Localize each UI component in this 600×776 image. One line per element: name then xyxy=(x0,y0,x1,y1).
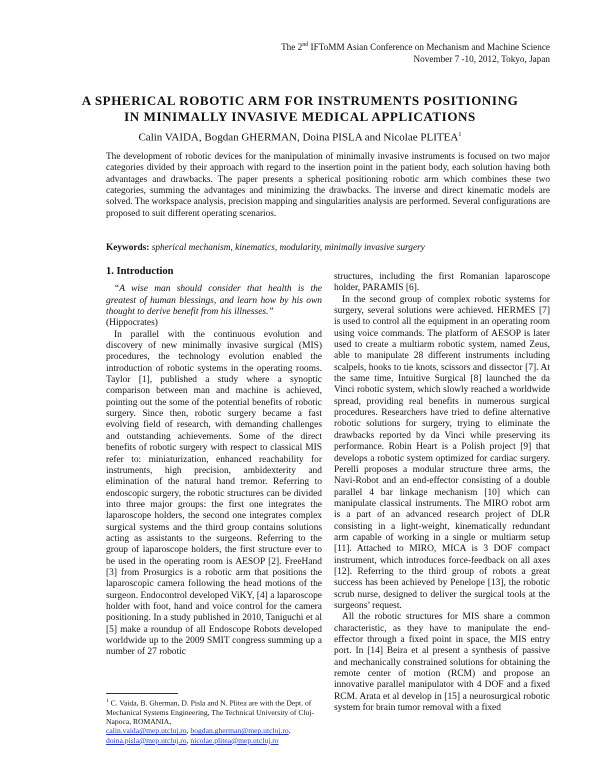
paragraph: All the robotic structures for MIS share a common characteristic, as they have to manipulate the end-effector through a fixed point in space, the MIS entry port. In [14] Beira et al present a synthesis of passive and mechanically constrained solutions for obtaining the remote center of motion (RCM) and propose an innovative parallel manipulator with 4 DOF and a fixed RCM. Arata et al develop in [15] a neurosurgical robotic system for brain tumor removal with a fixed xyxy=(334,612,550,714)
email-link[interactable]: calin.vaida@mep.utcluj.ro xyxy=(106,726,187,736)
email-link[interactable]: nicolae.plitea@mep.utcluj.ro xyxy=(190,735,279,745)
right-column xyxy=(334,272,550,714)
keywords: Keywords: spherical mechanism, kinematics, modularity, minimally invasive surgery xyxy=(106,243,425,253)
section-heading: 1. Introduction xyxy=(106,266,174,277)
epigraph-quote: “A wise man should consider that health is the greatest of human blessings, and learn how by his own thought to derive benefit from his illnesses.” xyxy=(106,284,322,318)
footnote: $^1$ C. Vaida, B. Gherman, D. Pisla and N. Plitea are with the Dept. of Mechanical Systems Engineering, The Technical University of Cluj-Napoca, ROMANIA, calin.vaida@mep.utcluj.ro, bogdan.gherman@mep.utcluj.ro, doina.pisla@mep.utcluj.ro, nicolae.plitea@mep.utcluj.ro xyxy=(106,693,322,745)
left-column xyxy=(106,266,322,659)
paragraph: In parallel with the continuous evolution and discovery of new minimally invasive surgical (MIS) procedures, the technology evolution enabled the introduction of robotic systems in the operating rooms. Taylor [1], published a study where a synoptic comparison between man and machine is achieved, pointing out the some of the potential benefits of robotic surgery. Since then, robotic surgery became a fast evolving field of research, with demanding challenges and outstanding achievements. Some of the direct benefits of robotic surgery with respect to classical MIS refer to: miniaturization, enhanced reachability for instruments, high precision, ambidexterity and elimination of the natural hand tremor. Referring to endoscopic surgery, the robotic structures can be divided into three major groups: the first one integrates the laparoscope holders, the second one integrates complex surgical systems and the third group contains solutions acting as assistants to the surgeons. Referring to the group of laparoscope holders, the first structure ever to be used in the operating room is AESOP [2]. FreeHand [3] from Prosurgics is a robotic arm that positions the laparoscopic camera following the head motions of the surgeon. Endocontrol developed ViKY, [4] a laparoscope holder with foot, hand and voice control for the camera positioning. In a study published in 2010, Taniguchi et al [5] make a roundup of all Endoscope Robots developed worldwide up to the 2009 SMIT congress summing up a number of 27 robotic xyxy=(106,329,322,658)
epigraph-source: (Hippocrates) xyxy=(106,318,158,329)
authors: Calin VAIDA, Bogdan GHERMAN, Doina PISLA and Nicolae PLITEA$^1$ xyxy=(138,131,462,144)
conference-date: November 7 -10, 2012, Tokyo, Japan xyxy=(413,53,550,64)
email-link[interactable]: bogdan.gherman@mep.utcluj.ro xyxy=(190,726,289,736)
email-link[interactable]: doina.pisla@mep.utcluj.ro xyxy=(106,735,187,745)
conference-header: The 2nd IFToMM Asian Conference on Mechanism and Machine Science November 7 -10, 2012, Tokyo, Japan xyxy=(281,42,550,64)
paragraph: In the second group of complex robotic systems for surgery, several solutions were achieved. HERMES [7] is used to control all the equipment in an operating room using voice commands. The platform of AESOP is later used to create a multiarm robotic system, named Zeus, able to manipulate 28 different instruments including scalpels, hooks to tie knots, scissors and dissector [7]. At the same time, Intuitive Surgical [8] launched the da Vinci robotic system, which slowly reached a worldwide spread, providing real benefits in numerous surgical procedures. Researchers have tried to define alternative robotic solutions for surgery, trying to eliminate the drawbacks reported by da Vinci while preserving its performance. Robin Heart is a Polish project [9] that develops a robotic system optimized for cardiac surgery. Perelli proposes a modular structure three arms, the Navi-Robot and an end-effector consisting of a double parallel 4 bar linkage mechanism [10] which can manipulate classical instruments. The MIRO robot arm is a part of an advanced research project of DLR consisting in a light-weight, kinematically redundant arm capable of working in a single or multiarm setup [11]. Attached to MIRO, MICA is 3 DOF compact instrument, which introduces force-feedback on all axes [12]. Referring to the third group of robots a great success has been achieved by Penelope [13], the robotic scrub nurse, designed to deliver the surgical tools at the surgeons’ request. xyxy=(334,294,550,611)
paragraph-continuation: structures, including the first Romanian laparoscope holder, PARAMIS [6]. xyxy=(334,272,550,294)
paper-title: A SPHERICAL ROBOTIC ARM FOR INSTRUMENTS POSITIONING IN MINIMALLY INVASIVE MEDICAL APPLICATIONS xyxy=(81,93,519,124)
footnote-rule xyxy=(106,693,178,694)
abstract: The development of robotic devices for the manipulation of minimally invasive instruments is focused on two major categories divided by their approach with regard to the insertion point in the patient body, each solution having both advantages and drawbacks. The paper presents a spherical positioning robotic arm which combines these two categories, summing the advantages and minimizing the drawbacks. The inverse and direct kinematic models are solved. The workspace analysis, precision mapping and singularities analysis are performed. Several configurations are proposed to suit different operating scenarios. xyxy=(106,152,550,219)
